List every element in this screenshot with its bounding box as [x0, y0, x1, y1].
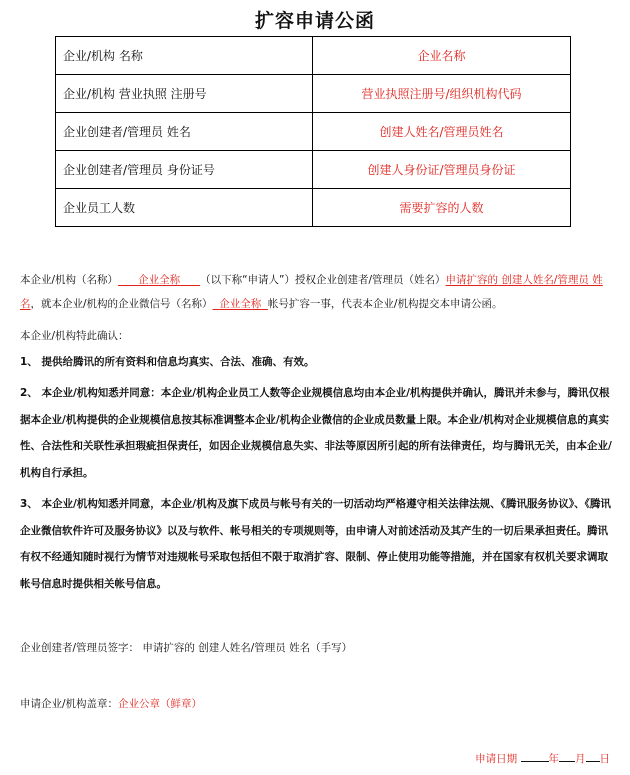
row-value-employees: 需要扩容的人数: [313, 189, 571, 227]
row-value-company-name: 企业名称: [313, 37, 571, 75]
company-fullname-2: [213, 298, 268, 310]
intro-text-3: ，就本企业/机构的企业微信号（名称）: [30, 298, 213, 310]
confirm-line: 本企业/机构特此确认：: [20, 330, 129, 342]
signature-label: 企业创建者/管理员签字：: [20, 642, 140, 654]
date-label: 申请日期: [475, 753, 518, 765]
row-value-creator-name: 创建人姓名/管理员姓名: [313, 113, 571, 151]
document-title: 扩容申请公函: [254, 10, 375, 32]
date-day: 日: [599, 753, 610, 765]
table-row: [56, 113, 571, 151]
list-item-1: 1、 提供给腾讯的所有资料和信息均真实、合法、准确、有效。: [20, 356, 315, 368]
date-line: [0, 749, 610, 770]
date-year: 年: [548, 753, 559, 765]
intro-paragraph: [20, 268, 612, 316]
row-label-employees: 企业员工人数: [56, 189, 313, 227]
creator-name: 申请扩容的 创建人姓名/管理员 姓名: [20, 274, 603, 310]
intro-text-1: 本企业/机构（名称）: [20, 274, 119, 286]
date-month: 月: [575, 753, 586, 765]
table-row: [56, 37, 571, 75]
seal-value: 企业公章（鲜章）: [118, 698, 203, 710]
row-label-creator-name: 企业创建者/管理员 姓名: [56, 113, 313, 151]
row-value-license: 营业执照注册号/组织机构代码: [313, 75, 571, 113]
intro-text-4: 帐号扩容一事，代表本企业/机构提交本申请公函。: [267, 298, 503, 310]
date-day-blank: [586, 750, 600, 762]
row-label-license: 企业/机构 营业执照 注册号: [56, 75, 313, 113]
date-month-blank: [559, 750, 575, 762]
company-fullname-1: [118, 274, 200, 286]
intro-text-2: （以下称“申请人”）授权企业创建者/管理员（姓名）: [200, 274, 446, 286]
company-fullname-2-text: 企业全称: [219, 298, 262, 310]
list-item-3: 3、 本企业/机构知悉并同意，本企业/机构及旗下成员与帐号有关的一切活动均严格遵守相关法律法规、《腾讯服务协议》、《腾讯企业微信软件许可及服务协议》以及与软件、帐号相关的专项规则等，由申请人对前述活动及其产生的一切后果承担责任。腾讯有权不经通知随时视行为情节对违规帐号采取包括但不限于取消扩容、限制、停止使用功能等措施，并在国家有权机关要求调取帐号信息时提供相关帐号信息。: [20, 498, 611, 590]
list-item-2: 2、 本企业/机构知悉并同意：本企业/机构企业员工人数等企业规模信息均由本企业/机构提供并确认，腾讯并未参与，腾讯仅根据本企业/机构提供的企业规模信息按其标准调整本企业/机构企业微信的企业成员数量上限。本企业/机构对企业规模信息的真实性、合法性和关联性承担瑕疵担保责任，如因企业规模信息失实、非法等原因所引起的所有法律责任，均与腾讯无关，由本企业/机构自行承担。: [20, 387, 612, 479]
row-label-id-number: 企业创建者/管理员 身份证号: [56, 151, 313, 189]
row-label-company-name: 企业/机构 名称: [56, 37, 313, 75]
table-row: [56, 189, 571, 227]
table-row: [56, 151, 571, 189]
date-year-blank: [521, 750, 549, 762]
signature-line: [20, 638, 612, 659]
signature-value: 申请扩容的 创建人姓名/管理员 姓名（手写）: [142, 642, 353, 654]
seal-line: [20, 694, 612, 715]
table-row: [56, 75, 571, 113]
row-value-id-number: 创建人身份证/管理员身份证: [313, 151, 571, 189]
info-table: [55, 36, 571, 227]
company-fullname-1-text: 企业全称: [138, 274, 181, 286]
seal-label: 申请企业/机构盖章：: [20, 698, 119, 710]
